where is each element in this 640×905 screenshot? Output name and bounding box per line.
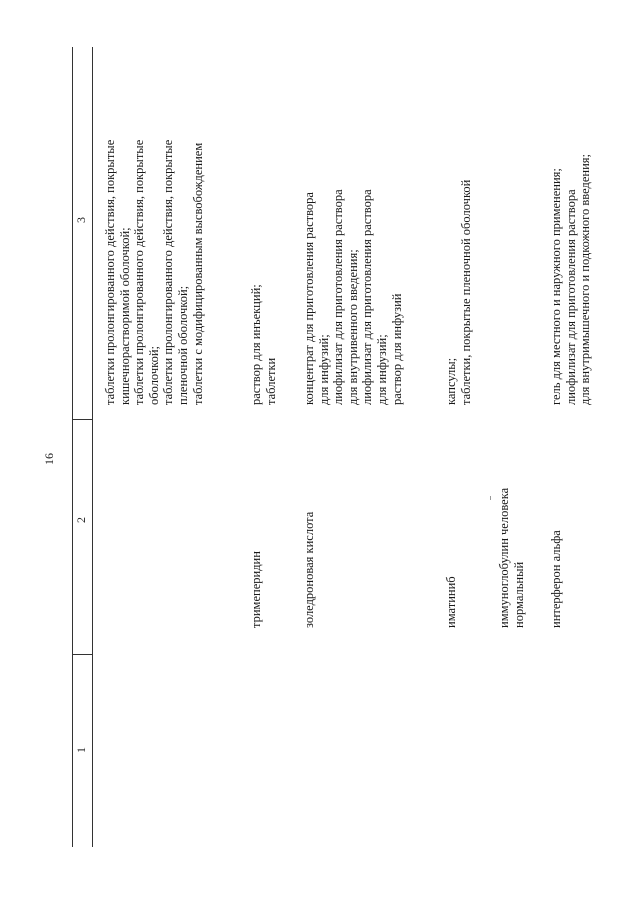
column-header-2: 2	[74, 517, 88, 523]
drug-name-line: иммуноглобулин человека	[497, 487, 511, 628]
drug-name: интерферон альфа	[549, 530, 563, 628]
dosage-form-line: оболочкой;	[146, 346, 161, 405]
drug-name: иматиниб	[444, 576, 458, 628]
dosage-form-line: таблетки пролонгированного действия, покрытые	[103, 139, 117, 405]
table-row	[549, 5, 593, 405]
dosage-form-line: раствор для инфузий	[389, 293, 404, 405]
dosage-form-line: таблетки	[263, 357, 278, 405]
dosage-form-line: концентрат для приготовления раствора	[302, 192, 316, 405]
dosage-form-line: таблетки пролонгированного действия, покрытые	[161, 139, 176, 405]
dosage-form-line: для внутривенного введения;	[345, 249, 360, 405]
drug-name-line: нормальный	[511, 561, 526, 628]
dosage-form-line: для инфузий;	[374, 334, 389, 405]
dosage-form-line: лиофилизат для приготовления раствора	[563, 189, 578, 405]
table-top-border	[72, 47, 73, 847]
dosage-form-line: кишечнорастворимой оболочкой;	[117, 227, 132, 405]
dosage-form-line: капсулы;	[444, 357, 458, 405]
table-row	[249, 5, 278, 405]
col-divider-1-2	[72, 654, 92, 655]
dosage-form-line: лиофилизат для приготовления раствора	[360, 189, 375, 405]
dosage-form-line: лиофилизат для приготовления раствора	[331, 189, 346, 405]
dosage-form-line: гель для местного и наружного применения;	[549, 168, 563, 405]
dosage-form-line: пленочной оболочкой;	[175, 285, 190, 405]
dosage-form-line: для внутримышечного и подкожного введения;	[578, 154, 593, 405]
drug-name: золедроновая кислота	[302, 511, 316, 628]
dosage-form-line: для инфузий;	[316, 334, 331, 405]
dosage-form-line: таблетки, покрытые пленочной оболочкой	[458, 179, 473, 405]
drug-name	[497, 388, 526, 628]
col-divider-2-3	[72, 419, 92, 420]
drug-name: тримеперидин	[249, 551, 263, 628]
column-header-1: 1	[74, 747, 88, 753]
table-row	[103, 5, 205, 405]
table-row	[302, 5, 404, 405]
column-header-3: 3	[74, 217, 88, 223]
page-number: 16	[42, 453, 56, 465]
header-bottom-border	[92, 47, 93, 847]
dosage-form-line: таблетки пролонгированного действия, покрытые	[132, 139, 147, 405]
stray-mark	[490, 496, 491, 500]
dosage-form-line: таблетки с модифицированным высвобождением	[190, 142, 205, 405]
table-row	[444, 5, 473, 405]
dosage-form-line: раствор для инъекций;	[249, 284, 263, 405]
